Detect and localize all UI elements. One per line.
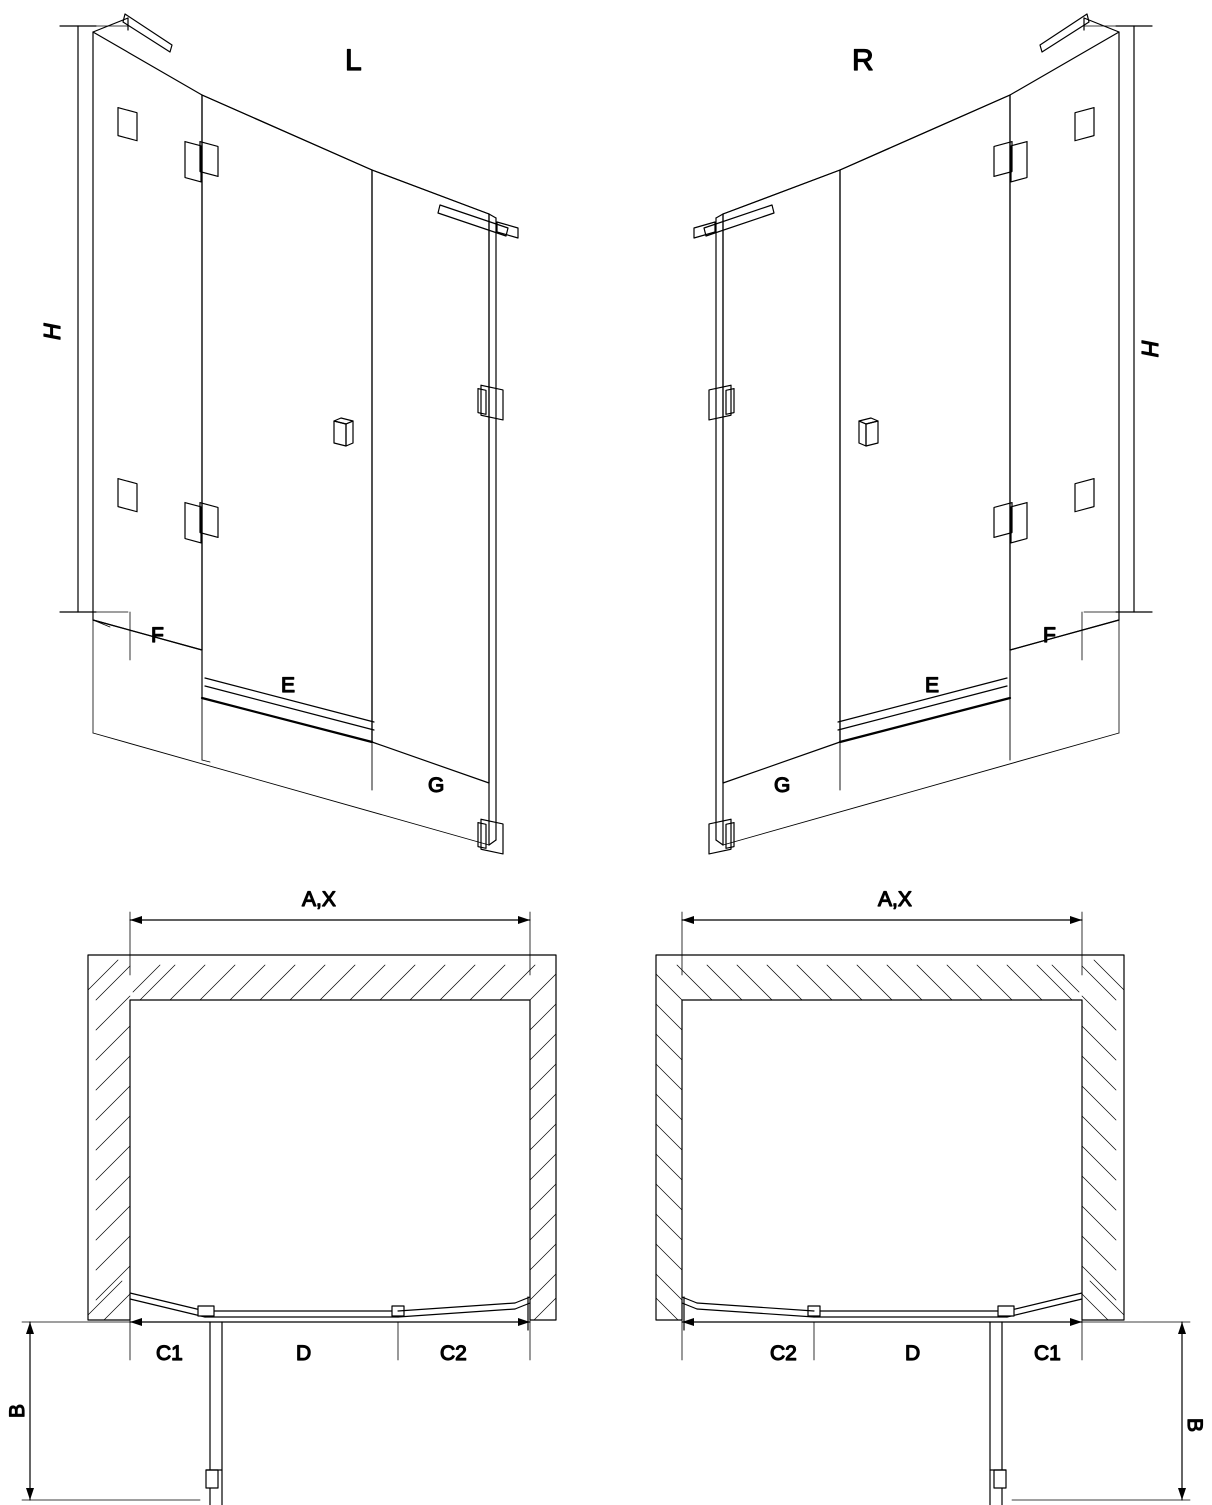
label-G-left: G [428,774,445,797]
label-H-left: H [39,323,65,340]
label-handed-L: L [345,44,362,77]
label-C2-left: C2 [440,1342,467,1365]
label-E-left: E [281,674,296,697]
label-F-right: F [1043,624,1056,647]
label-AX-right: A,X [878,888,912,911]
label-handed-R: R [852,44,874,77]
label-B-right: B [1183,1418,1206,1433]
label-G-right: G [774,774,791,797]
plan-hinge-left [198,1306,214,1316]
label-E-right: E [925,674,940,697]
label-C1-right: C1 [1034,1342,1061,1365]
label-C1-left: C1 [156,1342,183,1365]
label-D-left: D [296,1342,312,1365]
label-F-left: F [151,624,164,647]
label-AX-left: A,X [302,888,336,911]
label-H-right: H [1137,340,1163,357]
label-B-left: B [6,1403,29,1418]
label-C2-right: C2 [770,1342,797,1365]
label-D-right: D [905,1342,921,1365]
